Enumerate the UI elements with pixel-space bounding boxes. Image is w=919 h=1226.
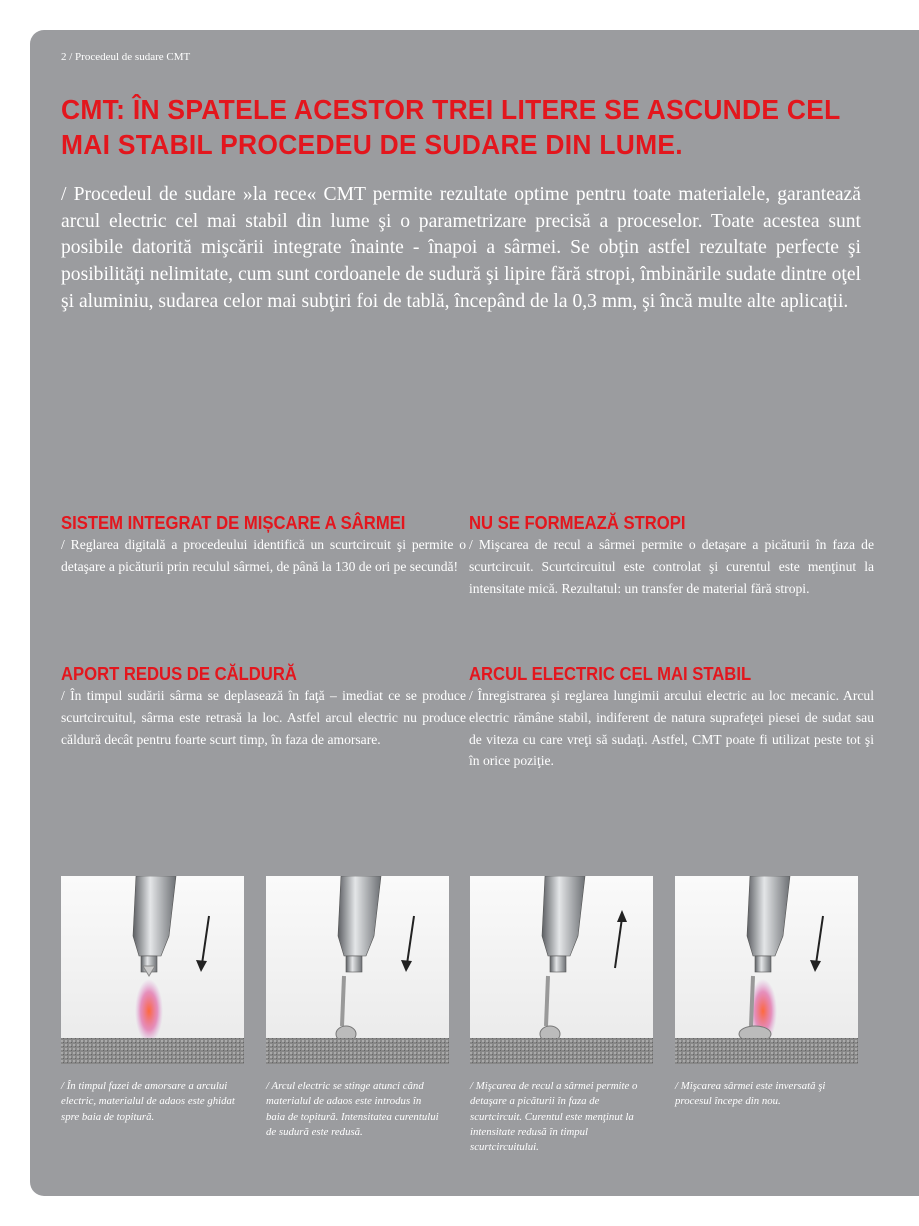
section-heading: NU SE FORMEAZĂ STROPI xyxy=(469,512,686,533)
intro-paragraph: / Procedeul de sudare »la rece« CMT permite rezultate optime pentru toate materialele, garantează arcul electric cel mai stabil din lume şi o parametrizare precisă a proceselor. Toate acestea sunt posibile datorită mişcării integrate înainte - înapoi a sârmei. Se obţin astfel rezultate perfecte şi posibilităţi nelimitate, cum sunt cordoanele de sudură şi lipire fără stropi, îmbinările sudate dintre oţel şi aluminiu, sudarea celor mai subţiri foi de tablă, începând de la 0,3 mm, şi încă multe alte aplicaţii. xyxy=(61,184,861,312)
section-text: / Reglarea digitală a procedeului identifică un scurtcircuit şi permite o detaşare a picăturii prin reculul sârmei, de până la 130 de ori pe secundă! xyxy=(61,537,466,574)
welding-phase-illustration-3 xyxy=(470,876,653,1064)
caption-4: / Mişcarea sârmei este inversată şi procesul începe din nou. xyxy=(675,1080,826,1108)
welding-phase-illustration-2 xyxy=(266,876,449,1064)
section-text: / În timpul sudării sârma se deplasează în faţă – imediat ce se produce scurtcircuitul, sârma este retrasă la loc. Astfel arcul electric nu produce căldură decât pentru foarte scurt timp, în faza de amorsare. xyxy=(61,688,466,747)
section-heading: ARCUL ELECTRIC CEL MAI STABIL xyxy=(469,663,752,684)
caption-1: / În timpul fazei de amorsare a arcului electric, materialul de adaos este ghidat spre baia de topitură. xyxy=(61,1080,235,1123)
breadcrumb: 2 / Procedeul de sudare CMT xyxy=(61,51,191,63)
section-text: / Mişcarea de recul a sârmei permite o detaşare a picăturii în faza de scurtcircuit. Scurtcircuitul este controlat şi curentul este menţinut la intensitate mică. Rezultatul: un transfer de material fără stropi. xyxy=(469,537,874,596)
section-low-heat xyxy=(61,663,466,750)
welding-phase-illustration-1 xyxy=(61,876,244,1064)
section-heading: APORT REDUS DE CĂLDURĂ xyxy=(61,663,297,684)
section-heading: SISTEM INTEGRAT DE MIȘCARE A SÂRMEI xyxy=(61,512,406,533)
caption-3: / Mişcarea de recul a sârmei permite o detaşare a picăturii în faza de scurtcircuit. Curentul este menţinut la intensitate redusă în timpul scurtcircuitului. xyxy=(470,1080,638,1154)
caption-2: / Arcul electric se stinge atunci când materialul de adaos este introdus în baia de topitură. Intensitatea curentului de sudură este redusă. xyxy=(266,1080,439,1138)
section-stable-arc xyxy=(469,663,874,772)
section-text: / Înregistrarea şi reglarea lungimii arcului electric au loc mecanic. Arcul electric rămâne stabil, indiferent de natura suprafeţei piesei de sudat sau de viteza cu care vreţi să sudaţi. Astfel, CMT poate fi utilizat peste tot şi în orice poziţie. xyxy=(469,688,874,769)
section-wire-motion xyxy=(61,512,466,578)
page-title: CMT: ÎN SPATELE ACESTOR TREI LITERE SE ASCUNDE CEL MAI STABIL PROCEDEU DE SUDARE DIN LUME. xyxy=(61,94,841,160)
section-no-spatter xyxy=(469,512,874,599)
welding-phase-illustration-4 xyxy=(675,876,858,1064)
